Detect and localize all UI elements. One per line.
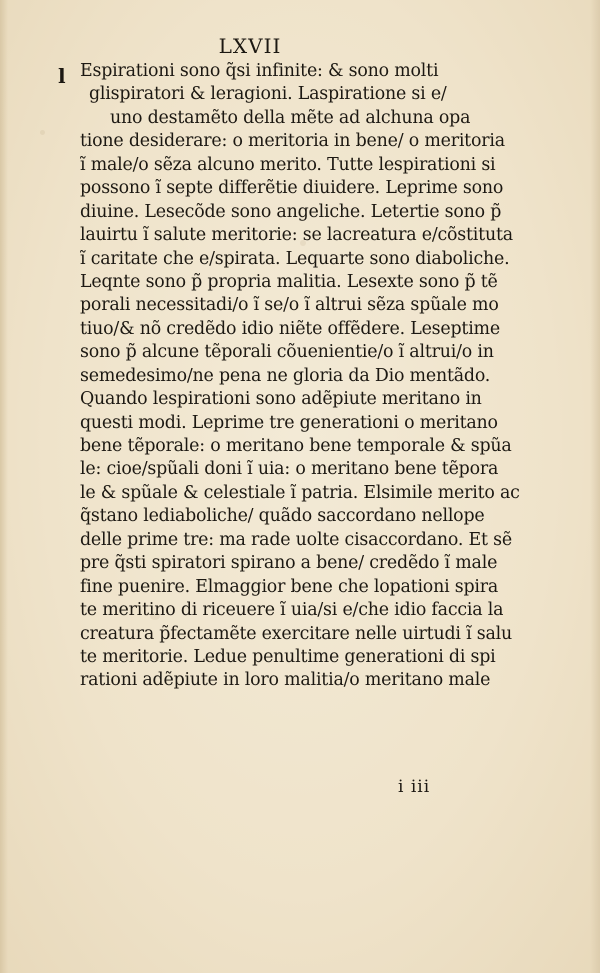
text-line: diuine. Lesecõde sono angeliche. Letertie sono p̃ [80,201,502,222]
text-line: creatura p̃fectamẽte exercitare nelle uirtudi ĩ salu [80,623,513,644]
initial-guide-letter: l [58,64,66,88]
text-line: pre q̃sti spiratori spirano a bene/ credẽdo ĩ male [80,553,498,574]
text-line: ĩ male/o sẽza alcuno merito. Tutte lespirationi si [80,154,496,175]
text-line: ĩ caritate che e/spirata. Lequarte sono diaboliche. [80,248,510,269]
text-line: Leqnte sono p̃ propria malitia. Lesexte sono p̃ tẽ [80,271,498,292]
text-line: fine puenire. Elmaggior bene che lopationi spira [80,576,499,597]
text-line: te meritorie. Ledue penultime generationi di spi [80,646,496,667]
text-line: rationi adẽpiute in loro malitia/o meritano male [80,670,491,691]
text-line: le & spũale & celestiale ĩ patria. Elsimile merito ac [80,482,520,503]
text-line: Espirationi sono q̃si infinite: & sono molti [80,61,439,81]
text-line: bene tẽporale: o meritano bene temporale & spũa [80,436,512,456]
text-line: semedesimo/ne pena ne gloria da Dio mentãdo. [80,365,491,386]
text-line: sono p̃ alcune tẽporali cõuenientie/o ĩ altrui/o in [80,342,494,363]
text-line: q̃stano lediaboliche/ quãdo saccordano nellope [80,506,485,527]
signature-mark: i iii [398,777,431,797]
text-line: questi modi. Leprime tre generationi o meritano [80,412,498,433]
text-line: possono ĩ septe differẽtie diuidere. Leprime sono [80,178,504,199]
text-line: te meritino di riceuere ĩ uia/si e/che idio faccia la [80,600,504,621]
text-line: tiuo/& nõ credẽdo idio niẽte offẽdere. Leseptime [80,318,500,339]
text-line: lauirtu ĩ salute meritorie: se lacreatura e/cõstituta [80,225,513,246]
foxing-spot [40,130,45,135]
text-line: le: cioe/spũali doni ĩ uia: o meritano bene tẽpora [80,459,499,480]
body-text [80,60,520,693]
text-line: delle prime tre: ma rade uolte cisaccordano. Et sẽ [80,529,512,550]
page-edge-left [0,0,8,973]
page-edge-right [590,0,600,973]
text-line: porali necessitadi/o ĩ se/o ĩ altrui sẽza spũale mo [80,295,499,316]
folio-number: LXVII [218,34,282,58]
text-line: glispiratori & leragioni. Laspiratione si e/ [89,84,447,105]
text-line: tione desiderare: o meritoria in bene/ o meritoria [80,131,505,152]
text-line: Quando lespirationi sono adẽpiute meritano in [80,389,482,410]
text-line: uno destamẽto della mẽte ad alchuna opa [110,107,471,128]
